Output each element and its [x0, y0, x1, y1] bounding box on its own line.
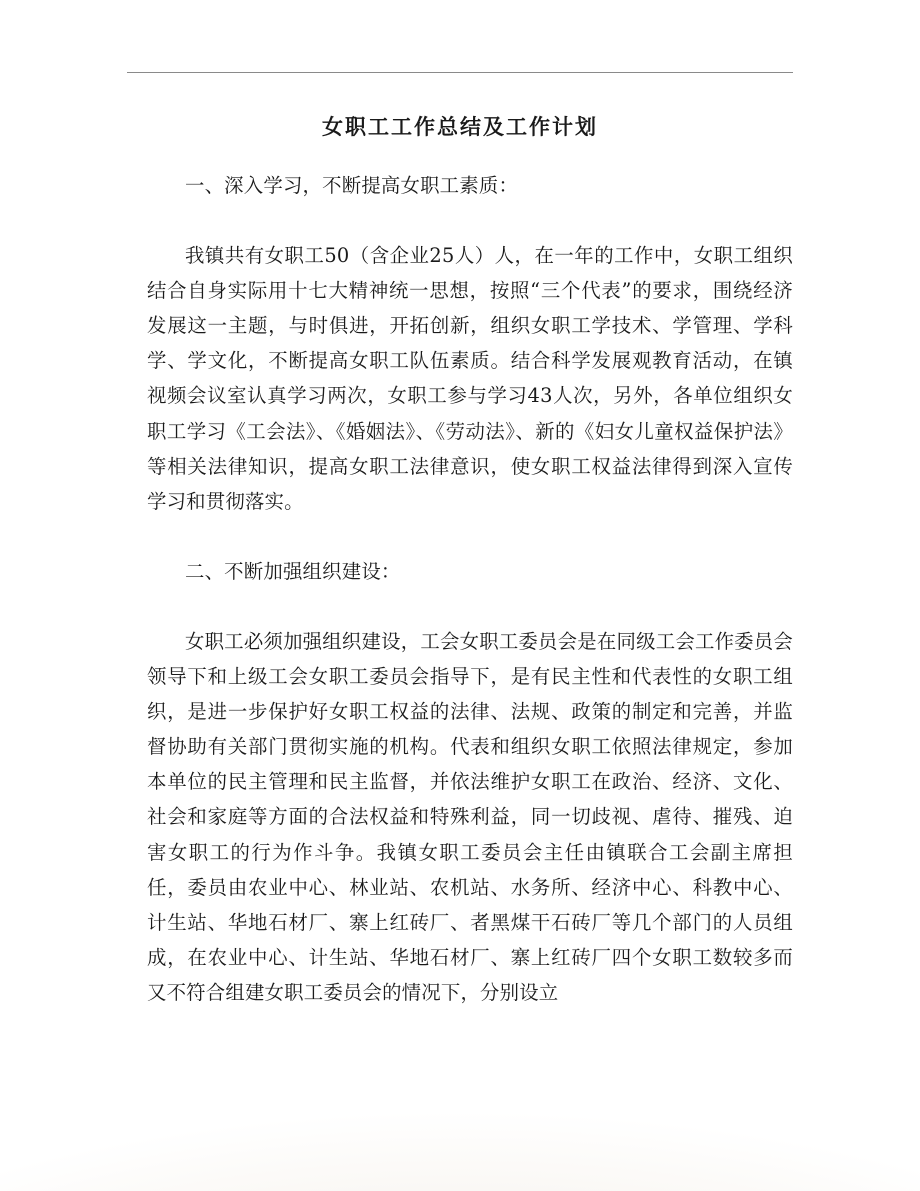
section-heading: 二、不断加强组织建设： — [185, 559, 401, 583]
header-rule — [127, 72, 793, 73]
section-heading: 一、深入学习，不断提高女职工素质： — [185, 174, 519, 197]
document-body — [147, 168, 793, 1045]
section-paragraph: 女职工必须加强组织建设，工会女职工委员会是在同级工会工作委员会领导下和上级工会女职工委员会指导下，是有民主性和代表性的女职工组织，是进一步保护好女职工权益的法律、法规、政策的制定和完善，并监督协助有关部门贯彻实施的机构。代表和组织女职工依照法律规定，参加本单位的民主管理和民主监督，并依法维护女职工在政治、经济、文化、社会和家庭等方面的合法权益和特殊利益，同一切歧视、虐待、摧残、迫害女职工的行为作斗争。我镇女职工委员会主任由镇联合工会副主席担任，委员由农业中心、林业站、农机站、水务所、经济中心、科教中心、计生站、华地石材厂、寨上红砖厂、者黑煤干石砖厂等几个部门的人员组成，在农业中心、计生站、华地石材厂、寨上红砖厂四个女职工数较多而又不符合组建女职工委员会的情况下，分别设立 — [147, 629, 793, 1004]
section-paragraph: 我镇共有女职工50（含企业25人）人，在一年的工作中，女职工组织结合自身实际用十七大精神统一思想，按照“三个代表”的要求，围绕经济发展这一主题，与时俱进，开拓创新，组织女职工学技术、学管理、学科学、学文化，不断提高女职工队伍素质。结合科学发展观教育活动，在镇视频会议室认真学习两次，女职工参与学习43人次，另外，各单位组织女职工学习《工会法》、《婚姻法》、《劳动法》、新的《妇女儿童权益保护法》等相关法律知识，提高女职工法律意识，使女职工权益法律得到深入宣传学习和贯彻落实。 — [147, 244, 793, 513]
document-title: 女职工工作总结及工作计划 — [322, 114, 598, 139]
